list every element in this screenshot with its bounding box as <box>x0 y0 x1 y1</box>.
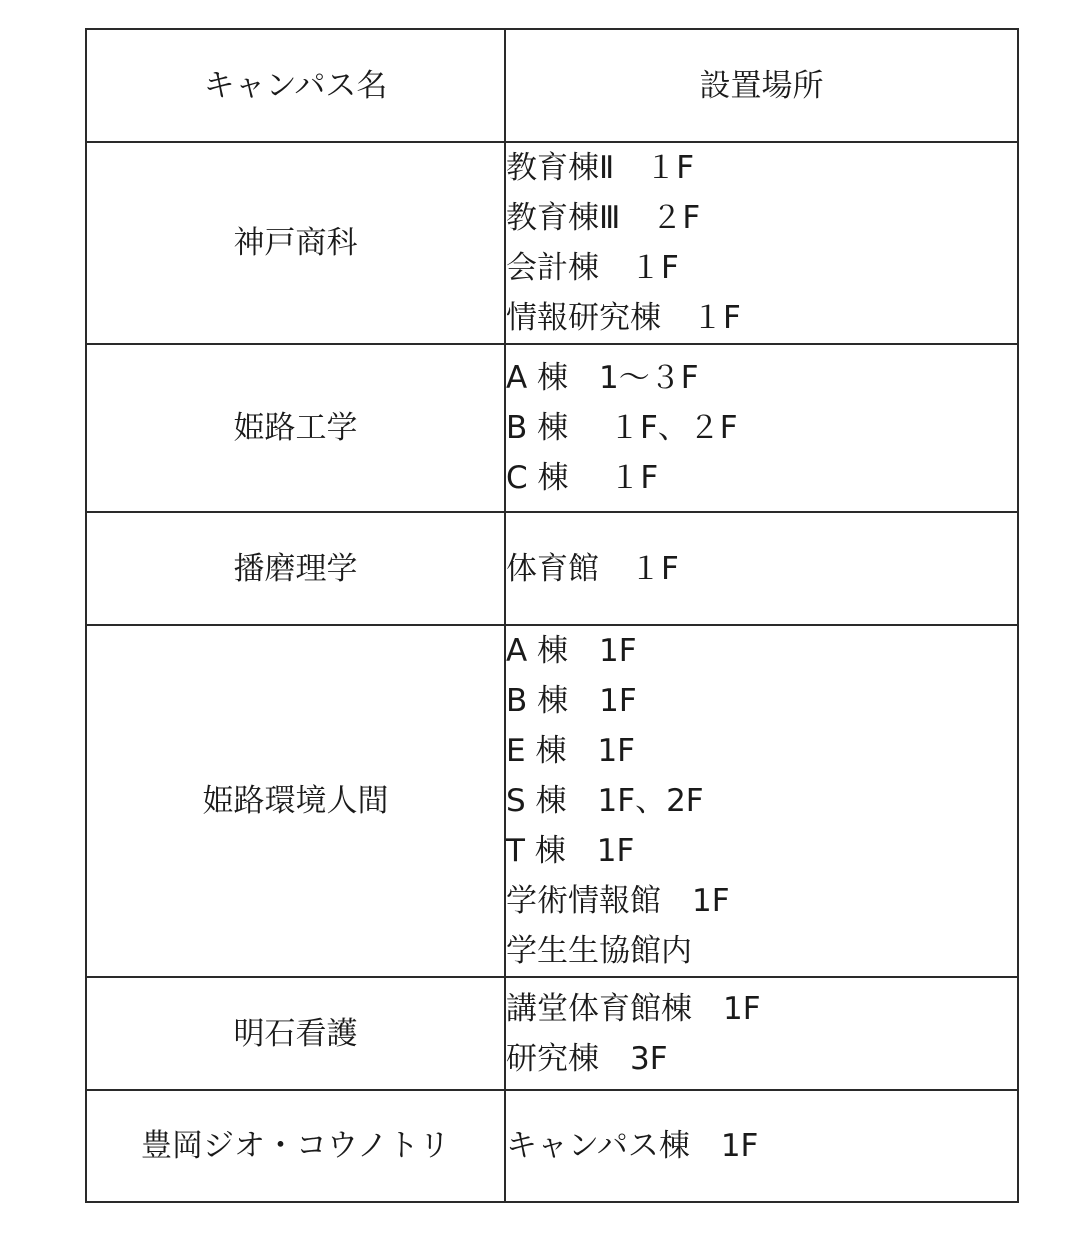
campus-name-cell: 明石看護 <box>86 977 505 1090</box>
campus-name-cell: 神戸商科 <box>86 142 505 344</box>
location-line: A 棟 1F <box>506 633 637 669</box>
location-column-header: 設置場所 <box>505 29 1018 142</box>
location-line: E 棟 1F <box>506 733 635 769</box>
location-line: T 棟 1F <box>506 833 635 869</box>
location-line: 研究棟 3F <box>506 1040 668 1077</box>
campus-column-header: キャンパス名 <box>86 29 505 142</box>
campus-name-cell: 姫路環境人間 <box>86 625 505 977</box>
location-cell <box>505 344 1018 512</box>
location-line: S 棟 1F、2F <box>506 783 704 819</box>
table-header-row <box>86 29 1018 142</box>
table-row <box>86 142 1018 344</box>
location-line: B 棟 1F <box>506 683 637 719</box>
location-line: 会計棟 １F <box>506 250 679 286</box>
location-line: C 棟 １F <box>506 460 659 496</box>
location-line: キャンパス棟 1F <box>506 1128 759 1164</box>
location-cell <box>505 625 1018 977</box>
location-line: 体育館 １F <box>506 550 679 587</box>
location-line: 情報研究棟 １F <box>506 300 741 336</box>
campus-location-table <box>85 28 1019 1203</box>
location-line: B 棟 １F、２F <box>506 410 738 446</box>
table-row <box>86 344 1018 512</box>
location-line: 教育棟Ⅲ ２F <box>506 200 701 236</box>
location-line: 教育棟Ⅱ １F <box>506 150 695 186</box>
campus-name-cell: 播磨理学 <box>86 512 505 625</box>
table-row <box>86 512 1018 625</box>
location-line: A 棟 1～３F <box>506 360 699 396</box>
location-line: 学術情報館 1F <box>506 883 730 919</box>
campus-name-cell: 豊岡ジオ・コウノトリ <box>86 1090 505 1202</box>
location-cell <box>505 142 1018 344</box>
location-cell <box>505 977 1018 1090</box>
location-cell <box>505 512 1018 625</box>
location-cell <box>505 1090 1018 1202</box>
table-row <box>86 977 1018 1090</box>
location-line: 学生生協館内 <box>506 933 692 969</box>
location-line: 講堂体育館棟 1F <box>506 990 761 1027</box>
table-row <box>86 1090 1018 1202</box>
table-row <box>86 625 1018 977</box>
campus-name-cell: 姫路工学 <box>86 344 505 512</box>
